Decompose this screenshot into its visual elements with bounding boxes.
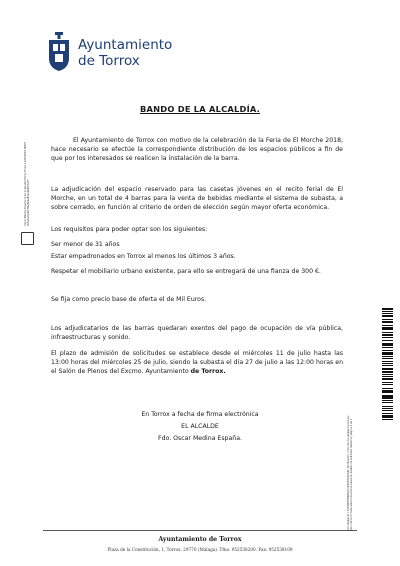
barcode-bar (382, 365, 393, 366)
barcode-bar (382, 308, 393, 310)
paragraph-exemption: Los adjudicatarios de las barras quedaran exentos del pago de ocupación de vía pública, infraestructuras y sonido. (51, 325, 343, 341)
signature-date: En Torrox a fecha de firma electrónica (141, 411, 259, 418)
barcode-bar (382, 415, 393, 418)
signature-name: Fdo. Oscar Medina España. (158, 435, 242, 442)
paragraph-adjudication: La adjudicación del espacio reservado para las casetas jóvenes en el recito ferial de El Morche, en un total de 4 barras para la venta de bebidas mediante el sistema de subasta, a sobre cerrado, en función al criterio de orden de elección según mayor oferta económica. (51, 186, 343, 211)
barcode-bar (382, 368, 393, 370)
barcode-bar (382, 350, 393, 352)
coat-of-arms-logo (46, 32, 72, 72)
requirement-deposit: Respetar el mobiliario urbano existente, para ello se entregará de una fianza de 300 €. (51, 268, 321, 275)
barcode-bar (382, 406, 393, 408)
deadline-text-bold: de Torrox. (190, 367, 226, 375)
org-name-line1: Ayuntamiento (78, 37, 173, 53)
barcode-bar (382, 400, 393, 401)
validation-code: Cód. Validación: 4XSYPE7HMAKN2CQHPL9TN4KQM | Verificación: http://torrox.sedelectronica.es/ (347, 415, 350, 531)
barcode-bar (382, 391, 393, 393)
paragraph-requirements-intro: Los requisitos para poder optar son los siguientes: (51, 226, 208, 233)
barcode-bar (382, 328, 393, 330)
barcode-bar (382, 334, 393, 337)
signature-stamp-text: Oscar Medina España (1 de 1) Alcalde Fecha Firma: 11/07/2018 HASH: 3d5a1e7ab0c7f4e9d2a8b1c6e0f53a77 (24, 141, 31, 226)
barcode-bar (382, 384, 393, 386)
document-title: BANDO DE LA ALCALDÍA. (140, 104, 260, 114)
footer-org-name: Ayuntamiento de Torrox (158, 536, 242, 543)
requirement-residence: Estar empadronados en Torrox al menos los últimos 3 años. (51, 253, 236, 260)
barcode-bar (382, 361, 393, 363)
barcode-bar (382, 371, 393, 373)
signature-stamp-icon (21, 232, 34, 245)
barcode-bar (382, 352, 393, 355)
paragraph-base-price: Se fija como precio base de oferta el de Mil Euros. (51, 296, 207, 303)
paragraph-intro: El Ayuntamiento de Torrox con motivo de la celebración de la Feria de El Morche 2018, hace necesario se efectúe la correspondiente distribución de los espacios públicos a fin de que por los interesados se realicen la instalación de la barra. (51, 137, 343, 162)
barcode-bar (382, 321, 393, 323)
org-name-line2: de Torrox (78, 53, 140, 69)
deadline-text: El plazo de admisión de solicitudes se establece desde el miércoles 11 de julio hasta las 13:00 horas del miércoles 25 de julio, siendo la subasta el día 27 de julio a las 12:00 horas en el Salón de Plenos del Excmo. Ayuntamiento (51, 350, 343, 375)
barcode-bar (382, 396, 393, 399)
barcode-bar (382, 358, 393, 359)
barcode-bar (382, 343, 393, 345)
barcode-bar (382, 402, 393, 403)
footer-address: Plaza de la Constitución, 1, Torrox. 29770 (Málaga). Tfno. 952538200. Fax: 952538109 (107, 547, 293, 552)
signature-role: EL ALCALDE (181, 423, 219, 430)
barcode-bar (382, 419, 393, 420)
barcode-bar (382, 356, 393, 357)
barcode-bar (382, 337, 393, 338)
barcode-bar (382, 347, 393, 348)
barcode-icon (382, 308, 393, 423)
barcode-bar (382, 410, 393, 411)
requirement-age: Ser menor de 31 años (51, 241, 120, 248)
barcode-bar (382, 413, 393, 415)
barcode-bar (382, 378, 393, 381)
validation-strip (347, 299, 354, 531)
barcode-bar (382, 340, 393, 341)
barcode-bar (382, 315, 393, 318)
validation-platform: Documento firmado electrónicamente desde la plataforma esPublico Gestiona | Página 1 de 1 (350, 418, 354, 531)
footer-divider (43, 530, 357, 531)
paragraph-deadline (51, 350, 343, 376)
